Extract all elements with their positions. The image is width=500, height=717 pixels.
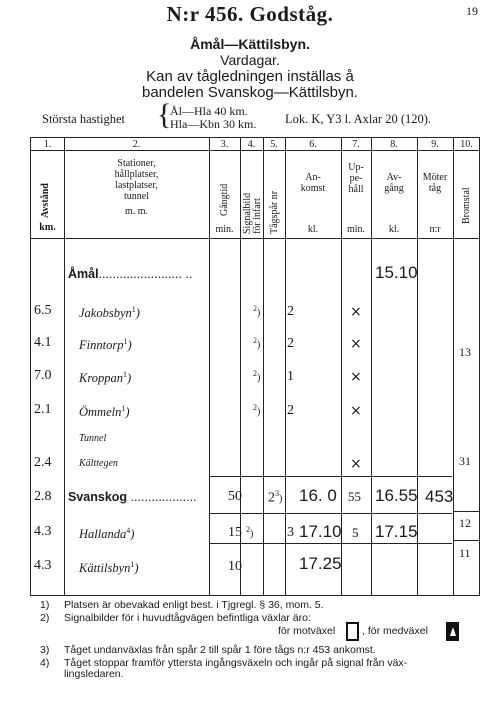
cross-mark: × xyxy=(350,403,362,419)
station-name: Kättilsbyn$^1$) xyxy=(79,560,139,576)
header-km: km. xyxy=(39,222,56,233)
col-number: 3. xyxy=(220,139,229,150)
tunnel-label: Tunnel xyxy=(79,433,107,444)
departure-time: 15.10 xyxy=(375,263,418,282)
counter-switch-signal-icon xyxy=(346,622,359,641)
cross-mark: × xyxy=(350,369,362,385)
facing-switch-signal-icon xyxy=(446,622,459,641)
header-min: min. xyxy=(215,224,234,235)
station-name: Ömmeln$^1$) xyxy=(79,404,130,420)
col-number: 9. xyxy=(431,139,439,150)
station-name: Åmål........................ .. xyxy=(68,267,193,281)
running-time: 15 xyxy=(228,525,242,540)
locomotive-info: Lok. K, Y3 l. Axlar 20 (120). xyxy=(285,112,432,126)
station-name: Kroppan$^1$) xyxy=(79,370,132,386)
header-avgang: Av- gång xyxy=(384,172,404,194)
footnote: 1) Platsen är obevakad enligt best. i Tjgregl. § 36, mom. 5. xyxy=(40,599,324,611)
brace-icon: { xyxy=(157,98,172,131)
header-ankomst: An- komst xyxy=(300,172,326,194)
speed-label: Största hastighet xyxy=(42,112,125,126)
signal-ref: $^2$) xyxy=(253,336,261,351)
col-number: 5. xyxy=(270,139,278,150)
header-avstand: Avstånd xyxy=(40,183,51,218)
distance-km: 4.3 xyxy=(34,524,52,539)
distance-km: 2.8 xyxy=(34,489,52,504)
cross-mark: × xyxy=(350,456,362,472)
header-nr: n:r xyxy=(429,224,441,235)
brake-value: 12 xyxy=(459,516,471,530)
brake-value: 31 xyxy=(459,454,471,468)
track-number: $2^3$) xyxy=(268,489,283,506)
meeting-train: 453 xyxy=(425,487,454,506)
col-number: 2. xyxy=(132,139,141,150)
header-min: min. xyxy=(346,224,366,235)
station-name: Svanskog ................... xyxy=(68,490,197,504)
col-number: 8. xyxy=(390,139,398,150)
footnote: för motväxel , för medväxel xyxy=(40,626,480,646)
brake-value: 13 xyxy=(459,345,471,359)
distance-km: 2.1 xyxy=(34,402,52,417)
header-moter: Möter tåg xyxy=(422,172,448,194)
note-line-1: Kan av tågledningen inställas å xyxy=(146,68,354,85)
footnote: 4) Tåget stoppar framför yttersta ingångsväxeln och ingår på signal från väx- xyxy=(40,657,408,669)
distance-km: 6.5 xyxy=(34,303,52,318)
departure-time: 16.55 xyxy=(375,486,418,505)
stop-minutes: 55 xyxy=(348,489,361,504)
header-tagspar: Tågspår nr xyxy=(269,190,280,234)
arrival-time: 17.25 xyxy=(299,554,342,573)
cross-mark: × xyxy=(350,336,362,352)
brake-value: 11 xyxy=(459,546,471,560)
header-bromstal: Bromstal xyxy=(461,187,472,224)
signal-ref: $^2$) xyxy=(253,304,261,319)
header-kl: kl. xyxy=(307,224,319,235)
header-signal: Signalbild för infart xyxy=(242,192,263,234)
speed-line-1: Ål—Hla 40 km. xyxy=(170,104,248,118)
col-number: 6. xyxy=(309,139,317,150)
timetable xyxy=(30,137,480,596)
track-number: 2 xyxy=(287,336,294,351)
col-number: 10. xyxy=(460,139,473,150)
signal-ref: $^2$) xyxy=(253,403,261,418)
note-line-2: bandelen Svanskog—Kättilsbyn. xyxy=(142,84,358,101)
signal-ref: $^2$) xyxy=(246,525,254,540)
col-number: 4. xyxy=(247,139,256,150)
col-number: 1. xyxy=(43,139,52,150)
page-number: 19 xyxy=(466,4,478,18)
cross-mark: × xyxy=(350,304,362,320)
arrival-time: 17.10 xyxy=(299,522,342,541)
distance-km: 4.3 xyxy=(34,558,52,573)
header-gangtid: Gångtid xyxy=(219,183,230,216)
distance-km: 2.4 xyxy=(34,455,52,470)
footnote: lingsledaren. xyxy=(64,668,124,680)
station-name: Finntorp$^1$) xyxy=(79,337,132,353)
header-stations-unit: m. m. xyxy=(124,206,149,217)
page-title: N:r 456. Godståg. xyxy=(166,2,334,26)
header-kl: kl. xyxy=(388,224,400,235)
station-name: Kälttegen xyxy=(79,458,118,469)
distance-km: 4.1 xyxy=(34,335,52,350)
header-uppehall: Up- pe- håll xyxy=(348,162,364,195)
track-number: 3 xyxy=(287,525,294,540)
signal-ref: $^2$) xyxy=(253,369,261,384)
day-subtitle: Vardagar. xyxy=(220,52,280,68)
station-name: Hallanda$^4$) xyxy=(79,526,135,542)
header-stations: Stationer, hållplatser, lastplatser, tunnel xyxy=(114,158,159,202)
station-name: Jakobsbyn$^1$) xyxy=(79,305,140,321)
running-time: 10 xyxy=(228,559,242,574)
running-time: 50 xyxy=(228,489,242,504)
speed-line-2: Hla—Kbn 30 km. xyxy=(170,117,257,131)
track-number: 1 xyxy=(287,369,294,384)
col-number: 7. xyxy=(352,139,360,150)
track-number: 2 xyxy=(287,304,294,319)
footnote: 2) Signalbilder för i huvudtågvägen befintliga växlar äro: xyxy=(40,612,311,624)
distance-km: 7.0 xyxy=(34,368,52,383)
track-number: 2 xyxy=(287,403,294,418)
departure-time: 17.15 xyxy=(375,522,418,541)
arrival-time: 16. 0 xyxy=(299,486,337,505)
footnote: 3) Tåget undanväxlas från spår 2 till spår 1 före tågs n:r 453 ankomst. xyxy=(40,644,376,656)
route-subtitle: Åmål—Kättilsbyn. xyxy=(190,36,310,52)
stop-minutes: 5 xyxy=(352,525,359,540)
